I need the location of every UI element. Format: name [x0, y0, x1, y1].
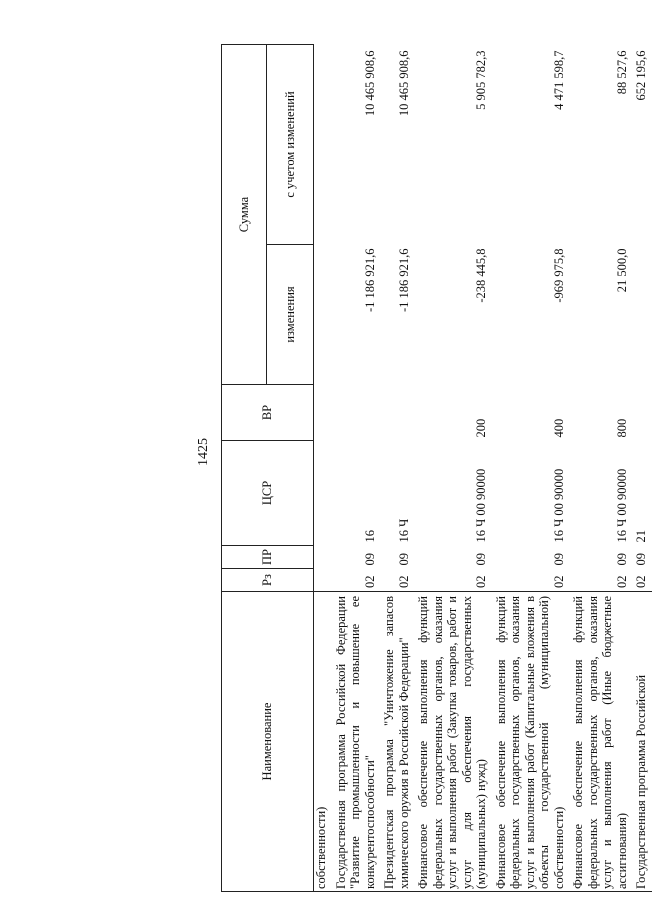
row-rz: 02	[551, 575, 566, 588]
row-change: -1 186 921,6	[396, 248, 411, 313]
table-row	[414, 45, 492, 892]
table-row	[569, 45, 632, 892]
table-body	[314, 45, 652, 892]
row-pr	[314, 546, 332, 569]
row-csr: 21	[634, 530, 648, 543]
row-rz: 02	[362, 575, 377, 588]
row-vr	[380, 385, 414, 441]
row-total: 652 195,6	[634, 50, 648, 101]
rotated-page-content	[50, 12, 648, 892]
row-total	[314, 45, 332, 245]
header-vr: ВР	[222, 385, 314, 441]
row-csr: 16 Ч 00 90000	[614, 468, 629, 543]
header-change: изменения	[267, 245, 314, 385]
row-csr	[314, 441, 332, 546]
header-sum: Сумма	[222, 45, 267, 385]
row-total: 5 905 782,3	[474, 50, 488, 110]
row-vr: 800	[614, 418, 629, 438]
table-header	[222, 45, 314, 892]
header-pr: ПР	[222, 546, 314, 569]
header-rz: Рз	[222, 569, 314, 592]
row-csr: 16	[362, 530, 377, 543]
row-change: 21 500,0	[614, 248, 629, 293]
row-total: 4 471 598,7	[551, 50, 566, 110]
row-pr: 09	[474, 553, 488, 566]
row-change: -238 445,8	[474, 248, 488, 303]
row-name: Президентская программа "Уничтожение запасов химического оружия в Российской Федерации"	[380, 592, 414, 892]
row-name: Финансовое обеспечение выполнения функций федеральных государственных органов, оказания услуг и выполнения работ (Закупка товаров, работ и услуг для обеспечения государственных (муниципальных) нужд)	[414, 592, 492, 892]
row-pr: 09	[551, 553, 566, 566]
row-vr: 400	[551, 418, 566, 438]
row-pr: 09	[634, 553, 648, 566]
row-name: Финансовое обеспечение выполнения функций федеральных государственных органов, оказания услуг и выполнения работ (Иные бюджетные ассигнования)	[569, 592, 632, 892]
row-total: 10 465 908,6	[396, 50, 411, 117]
row-rz	[314, 569, 332, 592]
row-vr: 200	[474, 418, 488, 438]
row-total: 88 527,6	[614, 50, 629, 95]
row-vr	[632, 385, 652, 441]
table-row	[332, 45, 381, 892]
row-rz: 02	[396, 575, 411, 588]
table-row	[492, 45, 570, 892]
row-total: 10 465 908,6	[362, 50, 377, 117]
page-number: 1425	[196, 438, 211, 466]
row-change	[314, 245, 332, 385]
row-name: Финансовое обеспечение выполнения функций федеральных государственных органов, оказания услуг и выполнения работ (Капитальные вложения в объекты государственной (муниципальной) собственности)	[492, 592, 570, 892]
row-rz: 02	[634, 575, 648, 588]
row-rz: 02	[614, 575, 629, 588]
table-row	[380, 45, 414, 892]
row-name: Государственная программа Российской	[632, 592, 652, 892]
row-pr: 09	[362, 553, 377, 566]
row-name: собственности)	[314, 592, 332, 892]
row-vr	[332, 385, 381, 441]
row-name: Государственная программа Российской Федерации "Развитие промышленности и повышение ее конкурентоспособности"	[332, 592, 381, 892]
row-rz: 02	[474, 575, 488, 588]
row-vr	[314, 385, 332, 441]
row-change	[632, 245, 652, 385]
header-name: Наименование	[222, 592, 314, 892]
row-pr: 09	[396, 553, 411, 566]
header-csr: ЦСР	[222, 441, 314, 546]
row-pr: 09	[614, 553, 629, 566]
row-csr: 16 Ч 00 90000	[474, 468, 488, 543]
row-csr: 16 Ч 00 90000	[551, 468, 566, 543]
table-row	[314, 45, 332, 892]
header-total: с учетом изменений	[267, 45, 314, 245]
budget-table	[221, 44, 652, 892]
row-change: -969 975,8	[551, 248, 566, 303]
row-change: -1 186 921,6	[362, 248, 377, 313]
table-row	[632, 45, 652, 892]
row-csr: 16 Ч	[396, 518, 411, 543]
